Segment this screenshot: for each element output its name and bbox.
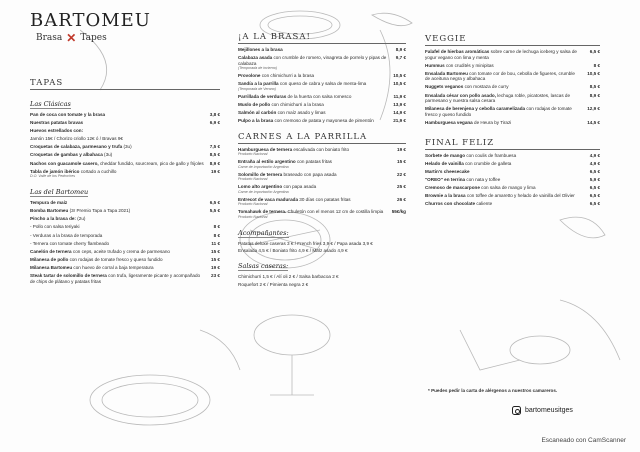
menu-item-price: 26 € (397, 196, 406, 202)
carnes-list (238, 147, 406, 220)
menu-item-description: caliente (476, 201, 493, 207)
menu-item-text (425, 49, 590, 60)
menu-item-price: 8,9 € (209, 160, 220, 166)
menu-item-text (238, 47, 396, 53)
menu-item-price: 8,9 € (589, 92, 600, 98)
menu-item (30, 136, 220, 142)
menu-item-text (238, 147, 397, 157)
menu-item-text (238, 197, 397, 207)
menu-item (30, 233, 220, 239)
menu-item-description: con chimichurri a la brasa (261, 73, 315, 79)
brasa-title: ¡A LA BRASA! (238, 32, 406, 44)
brand-name: BARTOMEU (30, 10, 151, 31)
menu-item (425, 153, 600, 159)
menu-item-price: 15 € (211, 248, 220, 254)
menu-item-price: 10,5 € (393, 81, 406, 87)
menu-item-price: 11 € (211, 240, 220, 246)
menu-item (425, 185, 600, 191)
menu-item (30, 257, 220, 263)
clasicas-title: Las Clásicas (30, 100, 71, 108)
menu-item-name: Sandía a la parrilla (238, 81, 279, 87)
menu-item-price: 3,8 € (209, 112, 220, 117)
menu-item-description: (3u) (104, 152, 113, 158)
menu-item-text (425, 93, 590, 104)
menu-item-text (30, 273, 211, 284)
menu-item-description: con queso de cabra y salsa de menta-lima (279, 81, 367, 87)
menu-item-text (238, 55, 396, 71)
menu-item-price: 5,9 € (589, 176, 600, 182)
menu-item-name: Pincho a la brasa de: (30, 216, 76, 222)
menu-item-price: 13,9 € (393, 101, 406, 107)
menu-item (238, 55, 406, 71)
menu-item-price: 23 € (211, 273, 220, 278)
menu-item-text (238, 209, 392, 219)
menu-item-price: 15 € (397, 159, 406, 165)
menu-item (425, 201, 600, 207)
menu-item-name: Provolone (238, 73, 261, 79)
acompanantes-list (238, 241, 406, 254)
menu-item-description: (2u) (77, 216, 86, 222)
menu-item (30, 128, 220, 134)
menu-item-text (30, 152, 210, 158)
menu-item (238, 94, 406, 100)
menu-item-price: 19 € (211, 264, 220, 270)
menu-item-name: Tempura de maíz (30, 200, 68, 206)
final-title: FINAL FELIZ (425, 138, 600, 150)
menu-item (30, 249, 220, 255)
menu-item-name: Martin's cheesecake (425, 168, 470, 174)
menu-item-text (238, 102, 393, 108)
instagram-handle[interactable] (512, 406, 573, 415)
menu-item-description: con crudités y minipitas (445, 62, 494, 68)
menu-item-price: 19 € (211, 168, 220, 174)
menu-item-note: Producto Nacional (238, 177, 268, 182)
menu-item-description: de la huerta con salsa romesco (287, 93, 352, 99)
menu-item-description: con chimichurri a la brasa (271, 101, 324, 107)
menu-item-price: 8,5 € (589, 84, 600, 90)
brasa-column (238, 32, 406, 289)
menu-item-description: lechuga roble, picatostes, lascas de parmesano y nuestra salsa cesara (425, 92, 571, 104)
menu-item-name: Solomillo de ternera (238, 171, 283, 177)
menu-item-note: Producto Nacional (238, 202, 268, 207)
menu-item-text (425, 193, 590, 199)
menu-item-text (30, 120, 210, 126)
brand-sub-left: Brasa (36, 33, 63, 43)
brand-logo (30, 10, 151, 44)
menu-item-name: Lomo alto argentino (238, 184, 283, 190)
menu-item (238, 159, 406, 169)
menu-item-price: 6,9 € (209, 120, 220, 126)
brand-sub-right: Tapes (80, 33, 107, 43)
menu-item-name: Bomba Bartomeu (30, 208, 69, 214)
menu-item-name: Brownie a la brasa (425, 193, 466, 198)
menu-item-note: (Temporada de invierno) (238, 66, 278, 71)
menu-item (30, 265, 220, 271)
menu-item-price: 6,5 € (589, 193, 600, 198)
bartomeu-list (30, 200, 220, 284)
menu-item-name: Ensalada césar con pollo asado, (425, 92, 496, 98)
menu-item-price: 8 € (213, 232, 220, 238)
menu-item-description: cortado a cuchillo (80, 168, 117, 174)
menu-item-description: con huevo de corral a baja temperatura (73, 264, 154, 270)
crossed-forks-icon: ✕ (66, 31, 77, 45)
menu-item-price: 14,5 € (587, 119, 600, 125)
brasa-list (238, 47, 406, 124)
menu-item (238, 102, 406, 108)
menu-item-price: 10,5 € (393, 73, 406, 79)
menu-item-description: - Pollo con salsa teriyaki (30, 224, 80, 230)
menu-item (238, 110, 406, 116)
menu-item-price: 9,7 € (395, 55, 406, 61)
veggie-list (425, 49, 600, 126)
menu-item-name: Falafel de hierbas aromáticas (425, 49, 490, 54)
menu-item (425, 161, 600, 167)
menu-item-text (425, 169, 590, 175)
menu-item-description: con trufa, ligeramente picante y acompañado de chips de plátano y patatas fritas (30, 273, 201, 284)
menu-item-price: 8,9 € (395, 47, 406, 52)
sauce-line: Roquefort 2 € / Pimienta negra 2 € (238, 281, 309, 287)
menu-item (30, 161, 220, 167)
menu-item (238, 172, 406, 182)
menu-item-description: Jamón 15€ / Chorizo criollo 12€ ó / Bravas 9€ (30, 136, 123, 142)
menu-item-price: 6,5 € (589, 49, 600, 54)
menu-item-price: 4,9 € (589, 152, 600, 158)
salsas-title: Salsas caseras: (238, 262, 289, 271)
menu-item-text (30, 136, 220, 142)
menu-item-description: de Heura by Tirazi (474, 119, 512, 125)
menu-item-description: con coulis de frambuesa (466, 152, 517, 158)
menu-item-text (425, 84, 590, 90)
menu-item-description: con maíz asado y limas (277, 109, 326, 115)
menu-item-description: sobre carne de lechuga iceberg y salsa de yogur vegano con lima y menta (425, 49, 577, 60)
salsas-list (238, 274, 406, 287)
menu-item (425, 49, 600, 60)
menu-item-name: Churros con chocolate (425, 201, 476, 207)
menu-item-description: con crumble de romero, vinagreta de porrelo y pipas de calabaza (238, 55, 387, 66)
menu-item-price: 6,5 € (589, 184, 600, 190)
menu-item-name: Croquetas de gambas y albahaca (30, 152, 103, 158)
menu-item-price: 6,5 € (589, 168, 600, 174)
menu-item-name: Salmón al carbón (238, 109, 277, 115)
menu-item-name: Sorbete de mango (425, 152, 466, 158)
menu-item-description: con toffee de amaretto y helado de vainilla del Olivier (466, 193, 575, 198)
menu-item (30, 169, 220, 179)
menu-item-name: Parrillada de verduras (238, 93, 287, 99)
menu-item-description: con ceps, aceite trufado y crema de parmesano (72, 248, 170, 254)
menu-item (238, 147, 406, 157)
menu-item (30, 200, 220, 206)
final-list (425, 153, 600, 207)
menu-item (30, 216, 220, 222)
menu-item-name: Pan de coca con tomate y la brasa (30, 112, 106, 117)
menu-item (30, 152, 220, 158)
menu-item (425, 93, 600, 104)
menu-item-text (238, 110, 393, 116)
menu-item (30, 224, 220, 230)
menu-item (238, 118, 406, 124)
bartomeu-title: Las del Bartomeu (30, 188, 89, 197)
menu-item-description: con papa asada (283, 184, 317, 190)
menu-item-name: Hummus (425, 62, 445, 68)
menu-item-name: Milanesa Bartomeu (30, 264, 73, 270)
menu-item (238, 197, 406, 207)
menu-item (425, 193, 600, 199)
menu-item-text (30, 265, 211, 271)
menu-item (30, 120, 220, 126)
menu-item-description: con salsa de mango y lima (481, 184, 536, 190)
menu-item-name: Mejillones a la brasa (238, 47, 283, 52)
menu-item-description: Chuletón con el menos 12 cm de costilla limpia (287, 209, 384, 215)
menu-item-name: Cremoso de mascarpone (425, 184, 480, 190)
side-dish-line: Patatas deluxe caseras 3 € / French fries 3,9 € / Papa asada 3,9 € (238, 240, 373, 246)
menu-item-description: con crumble de galleta (465, 160, 512, 166)
carnes-title: CARNES A LA PARRILLA (238, 132, 406, 144)
menu-item-text (238, 159, 397, 169)
menu-item-price: 11,9 € (393, 93, 406, 99)
menu-item-text (238, 172, 397, 182)
menu-item-name: Canelón de ternera (30, 248, 72, 254)
scanner-watermark: Escaneado con CamScanner (541, 437, 626, 444)
menu-item-description: - Verduras a la brasa de temporada (30, 232, 103, 238)
menu-item-description: cheddar fundido, sourcream, pico de gallo y frijoles (99, 160, 204, 166)
menu-item-text (30, 200, 210, 206)
menu-item-price: 25 € (397, 184, 406, 190)
tapas-column (30, 78, 220, 287)
menu-item-description: 30 días con patatas fritas (299, 196, 351, 202)
menu-item-text (425, 63, 594, 69)
brand-subtitle (36, 32, 151, 44)
menu-item-price: 22 € (397, 171, 406, 177)
veggie-title: VEGGIE (425, 34, 600, 46)
menu-item (425, 169, 600, 175)
menu-item-note: D.O. Valle de los Pedroches (30, 174, 76, 179)
menu-item-text (30, 169, 211, 179)
menu-item-name: Tabla de jamón ibérico (30, 168, 80, 174)
menu-item-name: Hamburguesa vegana (425, 119, 473, 125)
menu-item-name: Ensalada Bartomeu (425, 70, 468, 76)
menu-item-description: con patatas fritas (296, 159, 332, 165)
menu-item-name: Milanesa de pollo (30, 256, 69, 262)
menu-item-text (30, 144, 210, 150)
menu-item-text (425, 201, 590, 207)
menu-item-text (425, 120, 587, 126)
menu-item-text (425, 71, 587, 82)
menu-item-name: Croquetas de calabaza, parmesano y trufa (30, 144, 123, 150)
menu-item-description: braseado con papa asada (283, 171, 337, 177)
menu-item (30, 144, 220, 150)
menu-item-text (425, 106, 587, 117)
menu-item (30, 273, 220, 284)
menu-item-note: Carne de importación Argentina (238, 189, 289, 194)
menu-item (30, 241, 220, 247)
menu-item-text (30, 224, 214, 230)
menu-item-name: Muslo de pollo (238, 101, 271, 107)
menu-item (30, 112, 220, 118)
menu-item-name: Pulpo a la brasa (238, 118, 274, 124)
menu-item-name: Entraña al estilo argentino (238, 159, 296, 165)
menu-item (238, 184, 406, 194)
menu-item-description: (3r Premio Tapa a Tapa 2021) (69, 208, 131, 214)
menu-item-text (30, 208, 210, 214)
menu-item-text (30, 241, 211, 247)
menu-item-text (238, 94, 393, 100)
menu-item-note: (Temporada de Verano) (238, 86, 276, 91)
acompanantes-title: Acompañantes: (238, 228, 289, 237)
menu-item-name: Nuestras patatas bravas (30, 120, 84, 126)
clasicas-list (30, 112, 220, 179)
menu-item-note: Producto Nacional (238, 214, 268, 219)
menu-item-name: Calabaza asada (238, 55, 273, 61)
menu-item-text (30, 112, 210, 118)
menu-item-price: 15 € (211, 256, 220, 262)
menu-item (425, 106, 600, 117)
instagram-handle-text: bartomeusitges (525, 407, 573, 414)
menu-item-name: Helado de vainilla (425, 160, 464, 166)
menu-item-text (30, 249, 211, 255)
menu-item-name: Nachos con guacamole casero, (30, 160, 99, 166)
menu-item-name: Entrecot de vaca madurada (238, 196, 298, 202)
menu-item-name: Steak tartar de solomillo de ternera (30, 273, 107, 278)
menu-item-name: Huevos estrellados con: (30, 128, 84, 134)
menu-item-price: 6,5 € (589, 201, 600, 207)
menu-item (425, 84, 600, 90)
menu-item-price: 10,5 € (587, 70, 600, 76)
menu-item-price: 8 € (593, 62, 600, 68)
menu-item (30, 208, 220, 214)
menu-item-description: con rodajas de tomate fresco y queso fundido (69, 256, 163, 262)
sauce-line: Chimichurri 1,5 € / Alí oli 2 € / Salsa barbacoa 2 € (238, 274, 339, 280)
menu-item-description: con mostaza de curry (464, 84, 509, 90)
menu-item-text (30, 233, 214, 239)
menu-item-text (30, 257, 211, 263)
menu-item-text (238, 81, 393, 91)
instagram-icon (512, 406, 521, 415)
menu-item-text (30, 128, 220, 134)
menu-item-name: Tomahawk de ternera. (238, 209, 287, 215)
menu-item-description: escalivada con boniato frito (293, 146, 350, 152)
menu-item-name: Hamburguesa de ternera (238, 146, 293, 152)
menu-item-description: con cremoso de patata y mayonesa de pimentón (274, 118, 374, 124)
menu-item-note: Carne de importación Argentina (238, 164, 289, 169)
menu-item-price: 7,5 € (209, 144, 220, 150)
menu-item-name: Milanesa de berenjena y cebolla caramelizada (425, 106, 526, 112)
menu-item (425, 71, 600, 82)
menu-item-description: con rodajas de tomate fresco y queso fundido (425, 106, 572, 117)
side-dish-line: Ensalada 4,5 € / Boniato frito 4,9 € / Maíz asado 4,9 € (238, 247, 348, 253)
menu-item (425, 120, 600, 126)
menu-item-price: 4,9 € (589, 160, 600, 166)
menu-item-text (238, 73, 393, 79)
menu-item (238, 209, 406, 219)
menu-item-text (238, 118, 393, 124)
menu-item (238, 81, 406, 91)
menu-item-price: 14,9 € (393, 109, 406, 115)
menu-item (238, 47, 406, 53)
menu-item-name: "OREO" en terrina (425, 176, 466, 182)
menu-item-description: con tomate cor de bou, cebolla de figueres, crumble de aceituna negra y albahaca (425, 70, 575, 82)
menu-item-price: 6,5 € (209, 200, 220, 206)
menu-item-text (425, 161, 590, 167)
menu-item-price: 8,5 € (209, 152, 220, 158)
menu-item-price: 55€/kg (391, 209, 406, 215)
tapas-title: TAPAS (30, 78, 220, 90)
menu-item-price: 12,9 € (587, 106, 600, 112)
menu-item (238, 73, 406, 79)
menu-item-description: con nata y toffee (466, 176, 501, 182)
allergen-footnote: * Puedes pedir la carta de alérgenos a nuestros camareros. (428, 388, 558, 393)
menu-item-text (30, 216, 220, 222)
menu-item-note: Producto Nacional (238, 152, 268, 157)
veggie-column (425, 34, 600, 209)
menu-item-text (425, 177, 590, 183)
menu-item-price: 5,5 € (209, 208, 220, 214)
menu-item-text (30, 161, 210, 167)
menu-item-text (238, 184, 397, 194)
menu-item-text (425, 153, 590, 159)
menu-item-price: 8 € (213, 224, 220, 230)
menu-item (425, 177, 600, 183)
menu-item-text (425, 185, 590, 191)
menu-item-description: (3u) (123, 144, 132, 150)
menu-item-price: 21,9 € (393, 118, 406, 124)
menu-item-description: - Ternera con tomate cherry flambeado (30, 240, 110, 246)
menu-item-price: 19 € (397, 146, 406, 152)
menu-item-name: Nuggets veganos (425, 84, 464, 90)
menu-item (425, 63, 600, 69)
